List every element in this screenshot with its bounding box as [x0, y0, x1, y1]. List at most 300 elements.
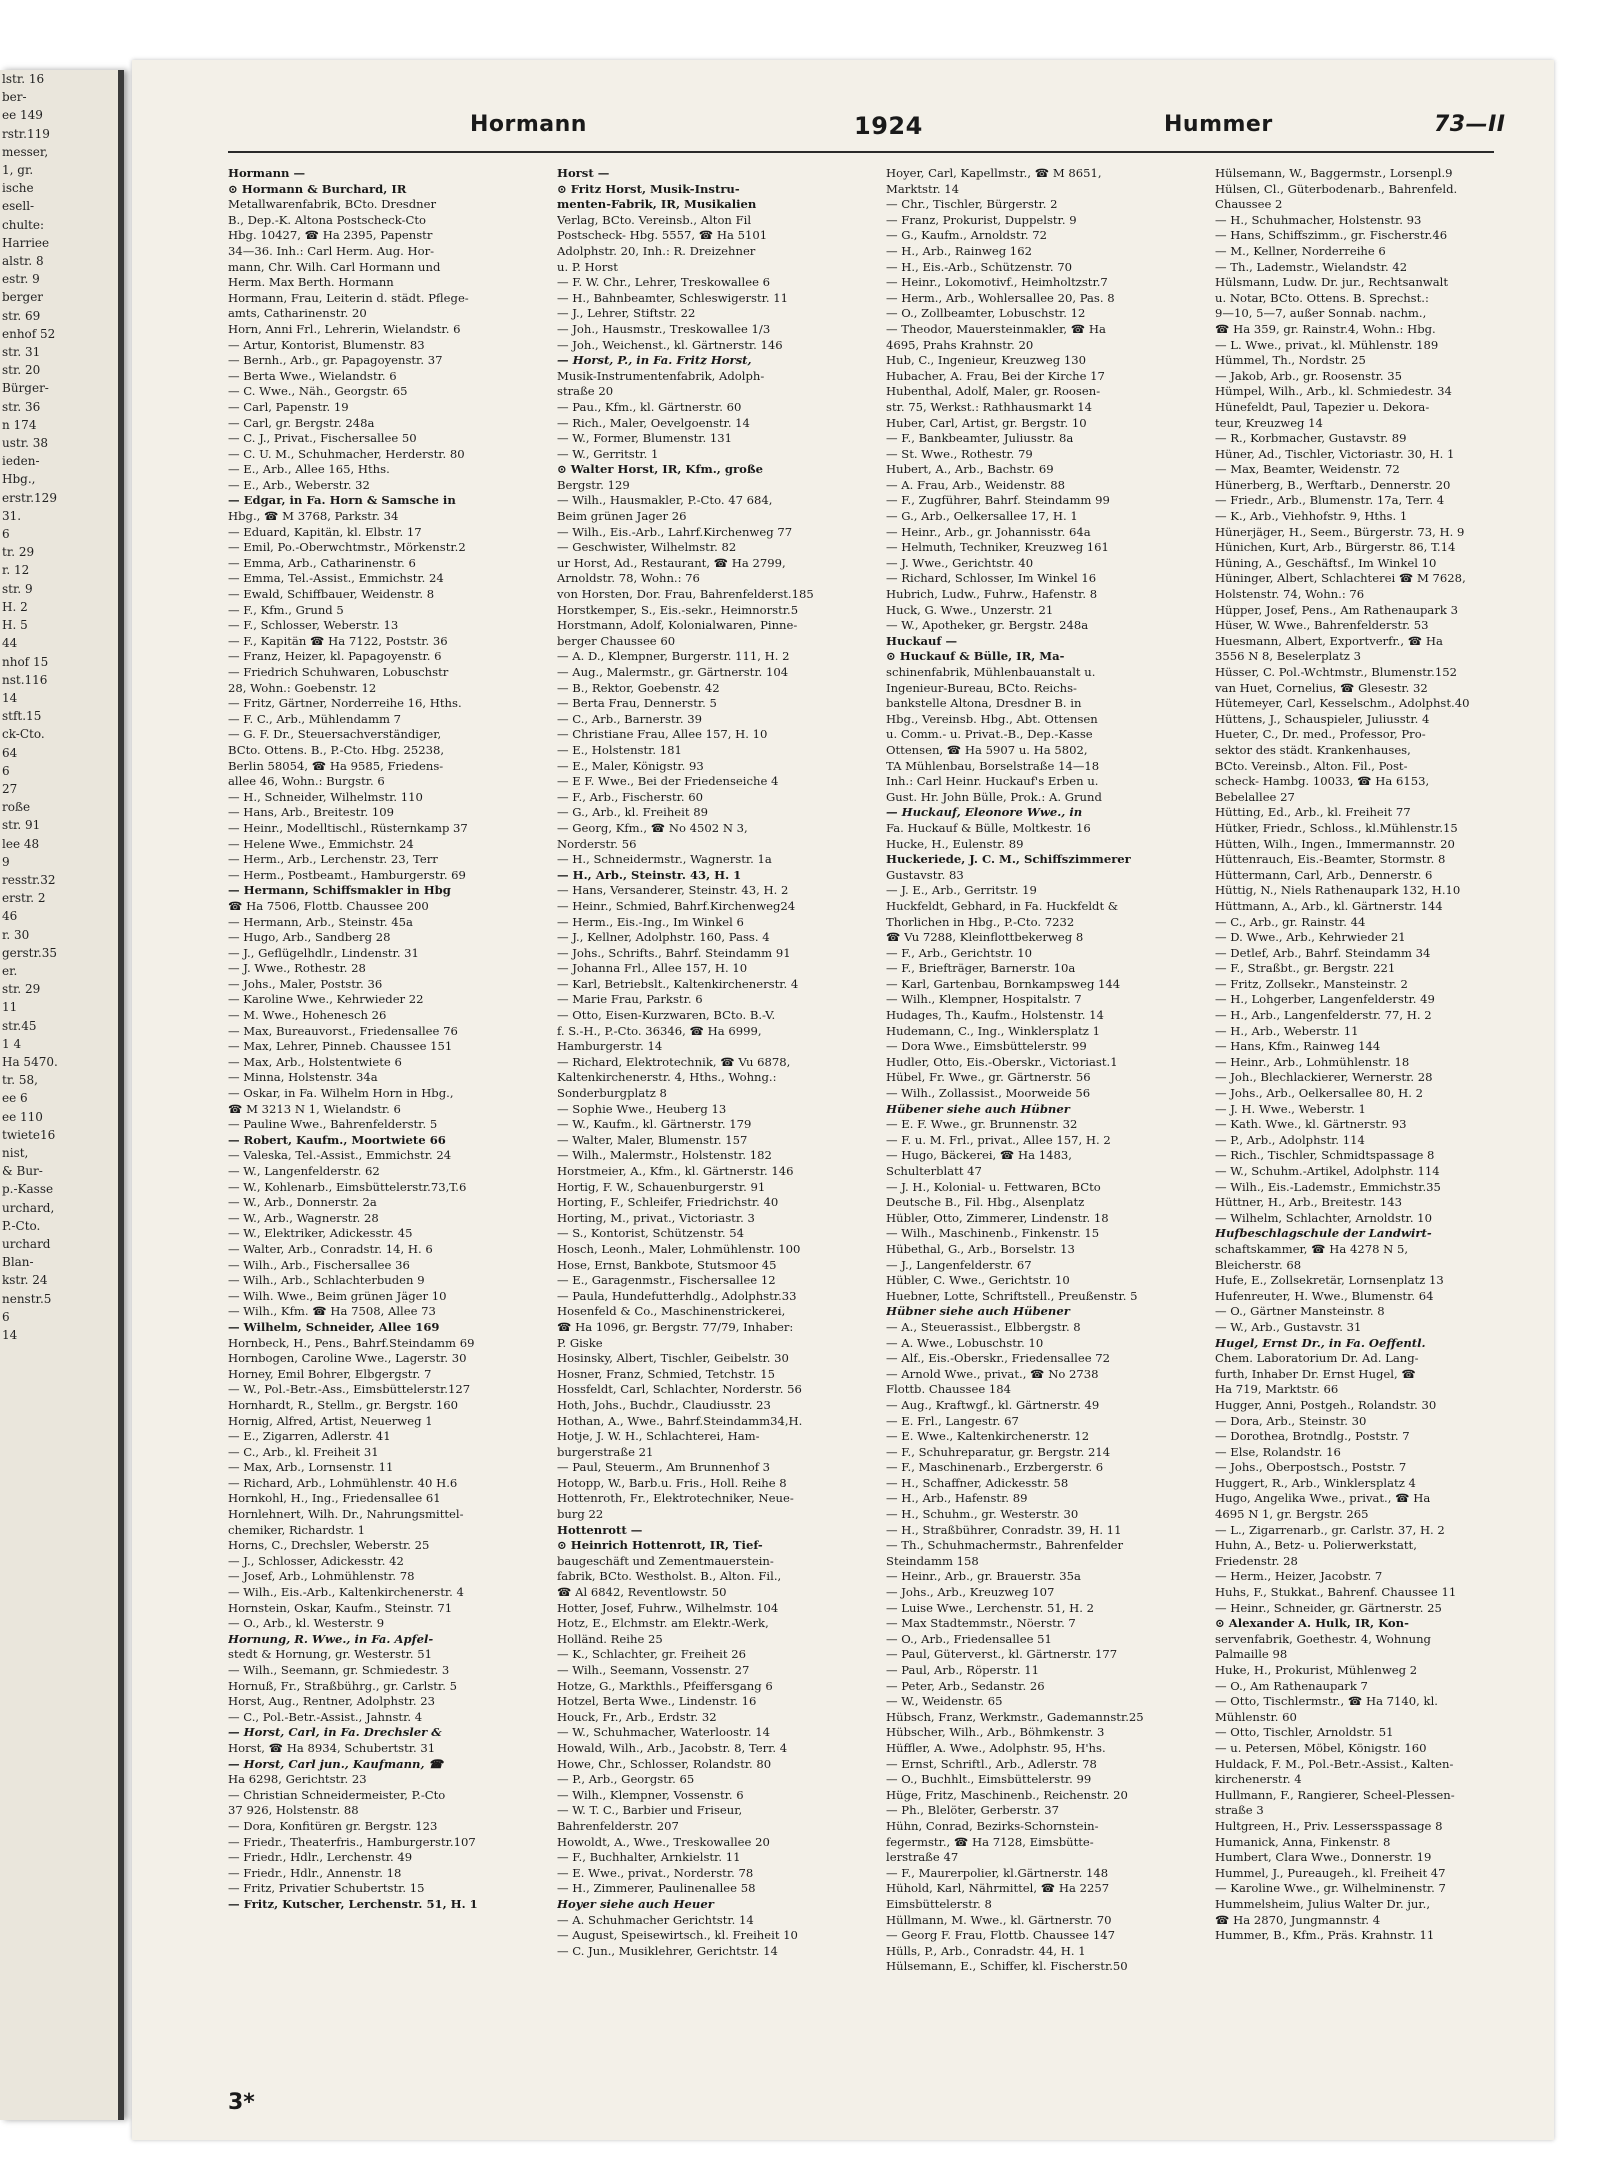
directory-entry: Hoth, Johs., Buchdr., Claudiusstr. 23	[557, 1397, 771, 1412]
directory-entry: BCto. Ottens. B., P.-Cto. Hbg. 25238,	[228, 742, 445, 757]
directory-entry: Ha 6298, Gerichtstr. 23	[228, 1772, 367, 1787]
directory-entry: ☎ Ha 1096, gr. Bergstr. 77/79, Inhaber:	[557, 1319, 794, 1334]
directory-entry: — H., Arb., Steinstr. 43, H. 1	[557, 867, 742, 882]
directory-entry: Hübener siehe auch Hübner	[886, 1101, 1070, 1116]
directory-entry: — Wilh., Maschinenb., Finkenstr. 15	[886, 1226, 1100, 1241]
directory-entry: Hormann —	[228, 166, 306, 180]
facing-page-fragment: 14	[2, 690, 18, 705]
directory-entry: Deutsche B., Fil. Hbg., Alsenplatz	[886, 1195, 1085, 1210]
directory-entry: — Richard, Elektrotechnik, ☎ Vu 6878,	[557, 1054, 791, 1069]
directory-entry: — C., Arb., gr. Rainstr. 44	[1215, 914, 1366, 929]
directory-entry: — Friedr., Theaterfris., Hamburgerstr.107	[228, 1834, 476, 1849]
directory-entry: u. Comm.- u. Privat.-B., Dep.-Kasse	[886, 727, 1093, 742]
directory-entry: ⊙ Fritz Horst, Musik-Instru-	[557, 181, 740, 196]
header-rule	[228, 151, 1494, 153]
directory-entry: — Fritz, Kutscher, Lerchenstr. 51, H. 1	[228, 1896, 478, 1911]
directory-entry: Hüser, W. Wwe., Bahrenfelderstr. 53	[1215, 618, 1429, 633]
facing-page-fragment: 6	[2, 527, 10, 542]
directory-entry: — Wilh., Eis.-Arb., Lahrf.Kirchenweg 77	[557, 524, 793, 539]
directory-entry: — Else, Rolandstr. 16	[1215, 1444, 1341, 1459]
directory-entry: Hudages, Th., Kaufm., Holstenstr. 14	[886, 1008, 1104, 1023]
directory-entry: — H., Schneidermstr., Wagnerstr. 1a	[557, 852, 772, 867]
directory-entry: Hossfeldt, Carl, Schlachter, Norderstr. 56	[557, 1382, 802, 1397]
directory-entry: — Fritz, Privatier Schubertstr. 15	[228, 1881, 425, 1896]
directory-entry: — Richard, Arb., Lohmühlenstr. 40 H.6	[228, 1475, 458, 1490]
directory-entry: — J. E., Arb., Gerritstr. 19	[886, 883, 1037, 898]
directory-entry: — F. C., Arb., Mühlendamm 7	[228, 711, 402, 726]
header-right-name: Hummer	[1164, 112, 1273, 137]
directory-entry: — Hans, Kfm., Rainweg 144	[1215, 1039, 1381, 1054]
directory-entry: — Heinr., Arb., Lohmühlenstr. 18	[1215, 1054, 1410, 1069]
directory-entry: — C. U. M., Schuhmacher, Herderstr. 80	[228, 446, 465, 461]
facing-page-fragment: Hbg.,	[2, 472, 36, 487]
directory-entry: Hottenroth, Fr., Elektrotechniker, Neue-	[557, 1491, 794, 1506]
directory-entry: Hübsch, Franz, Werkmstr., Gademannstr.25	[886, 1709, 1144, 1724]
directory-entry: servenfabrik, Goethestr. 4, Wohnung	[1215, 1631, 1431, 1646]
facing-page-fragment: esell-	[2, 199, 35, 214]
directory-entry: Horst —	[557, 166, 610, 180]
directory-entry: Hütemeyer, Carl, Kesselschm., Adolphst.40	[1215, 696, 1470, 711]
directory-entry: — E. F. Wwe., gr. Brunnenstr. 32	[886, 1117, 1078, 1132]
directory-entry: Howald, Wilh., Arb., Jacobstr. 8, Terr. 4	[557, 1740, 788, 1755]
directory-entry: — Johs., Schrifts., Bahrf. Steindamm 91	[557, 945, 791, 960]
facing-page-fragment: resstr.32	[2, 872, 56, 887]
directory-entry: — A., Steuerassist., Elbbergstr. 8	[886, 1319, 1081, 1334]
directory-entry: — R., Korbmacher, Gustavstr. 89	[1215, 431, 1407, 446]
directory-entry: Horn, Anni Frl., Lehrerin, Wielandstr. 6	[228, 321, 461, 336]
directory-entry: — Hans, Versanderer, Steinstr. 43, H. 2	[557, 883, 789, 898]
directory-entry: — J. Wwe., Gerichtstr. 40	[886, 555, 1034, 570]
directory-entry: — Josef, Arb., Lohmühlenstr. 78	[228, 1569, 415, 1584]
facing-page-fragment: str.45	[2, 1018, 37, 1033]
facing-page-fragment: str. 29	[2, 982, 41, 997]
directory-entry: ☎ Vu 7288, Kleinflottbekerweg 8	[886, 930, 1084, 945]
directory-entry: Hornig, Alfred, Artist, Neuerweg 1	[228, 1413, 433, 1428]
directory-entry: — S., Kontorist, Schützenstr. 54	[557, 1226, 744, 1241]
directory-entry: stedt & Hornung, gr. Westerstr. 51	[228, 1647, 432, 1662]
directory-entry: — Emma, Arb., Catharinenstr. 6	[228, 555, 416, 570]
directory-entry: — W., Elektriker, Adickesstr. 45	[228, 1226, 413, 1241]
facing-page-fragment: enhof 52	[2, 326, 56, 341]
directory-entry: — E., Maler, Königstr. 93	[557, 758, 704, 773]
directory-entry: Hub, C., Ingenieur, Kreuzweg 130	[886, 353, 1087, 368]
directory-entry: menten-Fabrik, IR, Musikalien	[557, 197, 757, 212]
directory-entry: Hosinsky, Albert, Tischler, Geibelstr. 30	[557, 1351, 789, 1366]
facing-page-fragment: str. 20	[2, 363, 41, 378]
directory-entry: — Theodor, Mauersteinmakler, ☎ Ha	[886, 321, 1106, 336]
header-left-name: Hormann	[470, 112, 587, 137]
facing-page-fragment: estr. 9	[2, 272, 40, 287]
directory-entry: — Wilh., Seemann, Vossenstr. 27	[557, 1663, 750, 1677]
facing-page-fragment: 6	[2, 1309, 10, 1324]
facing-page-fragment: 14	[2, 1328, 18, 1343]
facing-page-fragment: lstr. 16	[2, 72, 45, 86]
directory-entry: — G., Kaufm., Arnoldstr. 72	[886, 228, 1048, 243]
directory-entry: allee 46, Wohn.: Burgstr. 6	[228, 774, 385, 789]
directory-entry: — H., Bahnbeamter, Schleswigerstr. 11	[557, 290, 789, 305]
directory-entry: — W., Gerritstr. 1	[557, 446, 659, 461]
directory-entry: Huldack, F. M., Pol.-Betr.-Assist., Kalten-	[1215, 1756, 1454, 1771]
directory-entry: — W. T. C., Barbier und Friseur,	[557, 1803, 743, 1818]
directory-entry: — Max, Arb., Lornsenstr. 11	[228, 1460, 394, 1475]
directory-entry: — Chr., Tischler, Bürgerstr. 2	[886, 197, 1058, 212]
directory-entry: — Karoline Wwe., Kehrwieder 22	[228, 992, 424, 1007]
directory-entry: — H., Eis.-Arb., Schützenstr. 70	[886, 259, 1073, 274]
directory-entry: Ingenieur-Bureau, BCto. Reichs-	[886, 680, 1077, 695]
directory-entry: P. Giske	[557, 1335, 603, 1350]
directory-entry: — W., Arb., Donnerstr. 2a	[228, 1195, 377, 1210]
directory-entry: — Dora, Konfitüren gr. Bergstr. 123	[228, 1818, 438, 1833]
directory-entry: — M., Kellner, Norderreihe 6	[1215, 243, 1386, 258]
directory-entry: Hummer, B., Kfm., Präs. Krahnstr. 11	[1215, 1928, 1435, 1943]
directory-entry: — Heinr., Schmied, Bahrf.Kirchenweg24	[557, 898, 796, 913]
directory-entry: — C., Pol.-Betr.-Assist., Jahnstr. 4	[228, 1709, 423, 1724]
facing-page-fragment: nenstr.5	[2, 1291, 52, 1306]
directory-entry: — Wilh., Arb., Schlachterbuden 9	[228, 1273, 425, 1288]
directory-entry: — Aug., Kraftwgf., kl. Gärtnerstr. 49	[886, 1397, 1100, 1412]
directory-entry: Huesmann, Albert, Exportverfr., ☎ Ha	[1215, 633, 1443, 648]
directory-entry: — Walter, Maler, Blumenstr. 157	[557, 1132, 748, 1147]
directory-entry: — Heinr., Schneider, gr. Gärtnerstr. 25	[1215, 1600, 1442, 1615]
directory-entry: — Karl, Betriebslt., Kaltenkirchenerstr. 4	[557, 976, 799, 991]
directory-entry: Hüffler, A. Wwe., Adolphstr. 95, H'hs.	[886, 1740, 1106, 1755]
directory-entry: — Fritz, Zollsekr., Mansteinstr. 2	[1215, 976, 1408, 991]
directory-entry: Humanick, Anna, Finkenstr. 8	[1215, 1834, 1391, 1849]
facing-page-fragment: messer,	[2, 144, 49, 159]
directory-entry: Norderstr. 56	[557, 836, 637, 851]
directory-entry: Hornlehnert, Wilh. Dr., Nahrungsmittel-	[228, 1507, 464, 1522]
directory-entry: Hugel, Ernst Dr., in Fa. Oeffentl.	[1215, 1335, 1426, 1350]
facing-page-fragment: Bürger-	[2, 381, 49, 396]
directory-entry: Hütting, Ed., Arb., kl. Freiheit 77	[1215, 805, 1411, 820]
directory-entry: Howoldt, A., Wwe., Treskowallee 20	[557, 1834, 770, 1849]
facing-page-fragment: berger	[2, 290, 44, 305]
directory-entry: Huebner, Lotte, Schriftstell., Preußenstr. 5	[886, 1288, 1138, 1303]
directory-entry: — Johs., Maler, Poststr. 36	[228, 976, 383, 991]
directory-entry: — C., Arb., kl. Freiheit 31	[228, 1444, 379, 1459]
directory-entry: — F., Kfm., Grund 5	[228, 602, 344, 617]
directory-entry: burg 22	[557, 1507, 604, 1522]
directory-entry: Hufbeschlagschule der Landwirt-	[1215, 1226, 1432, 1241]
directory-entry: Huck, G. Wwe., Unzerstr. 21	[886, 602, 1054, 617]
directory-entry: — Huckauf, Eleonore Wwe., in	[886, 805, 1083, 820]
directory-entry: — Helene Wwe., Emmichstr. 24	[228, 836, 414, 851]
directory-entry: — Emil, Po.-Oberwchtmstr., Mörkenstr.2	[228, 540, 466, 555]
directory-entry: — E., Zigarren, Adlerstr. 41	[228, 1429, 391, 1444]
directory-entry: — Paula, Hundefutterhdlg., Adolphstr.33	[557, 1288, 797, 1303]
directory-entry: — Robert, Kaufm., Moortwiete 66	[228, 1132, 446, 1147]
directory-entry: — Rich., Maler, Oevelgoenstr. 14	[557, 415, 750, 430]
directory-entry: Hosner, Franz, Schmied, Tetchstr. 15	[557, 1366, 776, 1381]
directory-entry: — H., Schuhmacher, Holstenstr. 93	[1215, 212, 1422, 227]
directory-entry: Hühold, Karl, Nährmittel, ☎ Ha 2257	[886, 1881, 1110, 1896]
directory-entry: — F., Bankbeamter, Juliusstr. 8a	[886, 431, 1074, 446]
directory-entry: Herm. Max Berth. Hormann	[228, 275, 394, 290]
directory-entry: — E F. Wwe., Bei der Friedenseiche 4	[557, 774, 779, 789]
directory-entry: — E. Frl., Langestr. 67	[886, 1413, 1019, 1428]
directory-entry: — Wilh., Klempner, Vossenstr. 6	[557, 1787, 744, 1802]
facing-page-fragment: 46	[2, 909, 18, 924]
directory-entry: Hubacher, A. Frau, Bei der Kirche 17	[886, 368, 1105, 383]
directory-entry: Huke, H., Prokurist, Mühlenweg 2	[1215, 1663, 1418, 1677]
directory-entry: — Max, Arb., Holstentwiete 6	[228, 1054, 402, 1069]
directory-entry: — K., Schlachter, gr. Freiheit 26	[557, 1647, 746, 1662]
facing-page-fragment: H. 5	[2, 618, 28, 633]
directory-entry: — Friedr., Hdlr., Annenstr. 18	[228, 1865, 402, 1880]
facing-page-fragment: ische	[2, 181, 34, 196]
directory-entry: — E. Wwe., privat., Norderstr. 78	[557, 1865, 754, 1880]
directory-entry: — Ernst, Schriftl., Arb., Adlerstr. 78	[886, 1756, 1097, 1771]
directory-entry: — Max, Bureauvorst., Friedensallee 76	[228, 1023, 458, 1038]
directory-entry: — Dorothea, Brotndlg., Poststr. 7	[1215, 1429, 1410, 1444]
directory-entry: Hotter, Josef, Fuhrw., Wilhelmstr. 104	[557, 1600, 779, 1615]
facing-page-fragment: P.-Cto.	[2, 1218, 41, 1233]
directory-entry: Verlag, BCto. Vereinsb., Alton Fil	[557, 212, 752, 227]
directory-entry: Mühlenstr. 60	[1215, 1709, 1297, 1724]
directory-entry: ☎ Ha 7506, Flottb. Chaussee 200	[228, 898, 429, 913]
directory-entry: burgerstraße 21	[557, 1444, 654, 1459]
directory-entry: Hucke, H., Eulenstr. 89	[886, 836, 1024, 851]
directory-entry: Hüpper, Josef, Pens., Am Rathenaupark 3	[1215, 602, 1458, 617]
directory-entry: Horstmeier, A., Kfm., kl. Gärtnerstr. 146	[557, 1164, 794, 1178]
directory-entry: ☎ Al 6842, Reventlowstr. 50	[557, 1585, 727, 1600]
directory-entry: — Ph., Blelöter, Gerberstr. 37	[886, 1803, 1060, 1818]
directory-entry: — Georg F. Frau, Flottb. Chaussee 147	[886, 1928, 1115, 1943]
directory-entry: — Aug., Malermstr., gr. Gärtnerstr. 104	[557, 665, 789, 679]
directory-entry: — F., Maschinenarb., Erzbergerstr. 6	[886, 1460, 1104, 1475]
directory-entry: — Th., Schuhmachermstr., Bahrenfelder	[886, 1538, 1124, 1553]
directory-entry: Hülsmann, Ludw. Dr. jur., Rechtsanwalt	[1215, 275, 1449, 290]
directory-entry: Ottensen, ☎ Ha 5907 u. Ha 5802,	[886, 742, 1088, 757]
facing-page-fragment: ee 149	[2, 108, 43, 123]
facing-page-fragment: rstr.119	[2, 126, 50, 141]
directory-entry: — J., Lehrer, Stiftstr. 22	[557, 306, 696, 321]
directory-entry: — Wilhelm, Schneider, Allee 169	[228, 1319, 440, 1334]
facing-page-fragment: str. 69	[2, 308, 41, 323]
directory-entry: — F. W. Chr., Lehrer, Treskowallee 6	[557, 275, 771, 290]
directory-entry: Arnoldstr. 78, Wohn.: 76	[557, 571, 700, 586]
directory-entry: — J., Schlosser, Adickesstr. 42	[228, 1553, 404, 1568]
directory-entry: Hüninger, Albert, Schlachterei ☎ M 7628,	[1215, 571, 1466, 586]
facing-page-fragment: 64	[2, 745, 18, 760]
directory-entry: Hüner, Ad., Tischler, Victoriastr. 30, H. 1	[1215, 446, 1455, 461]
directory-entry: mann, Chr. Wilh. Carl Hormann und	[228, 259, 441, 274]
facing-page-fragment: str. 9	[2, 581, 33, 596]
directory-entry: — D. Wwe., Arb., Kehrwieder 21	[1215, 930, 1406, 945]
directory-entry: van Huet, Cornelius, ☎ Glesestr. 32	[1215, 680, 1428, 695]
directory-entry: — Helmuth, Techniker, Kreuzweg 161	[886, 540, 1109, 555]
directory-entry: 4695, Prahs Krahnstr. 20	[886, 337, 1034, 352]
directory-entry: — Christiane Frau, Allee 157, H. 10	[557, 727, 768, 742]
facing-page-fragment: alstr. 8	[2, 254, 44, 269]
directory-entry: — Pau., Kfm., kl. Gärtnerstr. 60	[557, 399, 742, 414]
directory-entry: Hornuß, Fr., Straßbührg., gr. Carlstr. 5	[228, 1678, 457, 1693]
directory-entry: — W., Former, Blumenstr. 131	[557, 431, 733, 446]
directory-entry: — Heinr., Arb., gr. Brauerstr. 35a	[886, 1569, 1081, 1584]
facing-page-fragment: 11	[2, 1000, 18, 1015]
page-header	[132, 112, 1554, 146]
directory-entry: Hornung, R. Wwe., in Fa. Apfel-	[228, 1631, 434, 1646]
directory-entry: Palmaille 98	[1215, 1647, 1288, 1662]
directory-entry: — L., Zigarrenarb., gr. Carlstr. 37, H. 2	[1215, 1522, 1445, 1537]
directory-entry: u. P. Horst	[557, 259, 618, 274]
directory-entry: Hübler, C. Wwe., Gerichtstr. 10	[886, 1273, 1070, 1288]
directory-entry: Hornstein, Oskar, Kaufm., Steinstr. 71	[228, 1600, 453, 1615]
directory-entry: — Max, Lehrer, Pinneb. Chaussee 151	[228, 1039, 453, 1054]
directory-entry: — F., Maurerpolier, kl.Gärtnerstr. 148	[886, 1865, 1109, 1880]
directory-entry: — Wilh., Arb., Fischersallee 36	[228, 1257, 410, 1272]
directory-entry: Horst, ☎ Ha 8934, Schubertstr. 31	[228, 1740, 436, 1755]
facing-page-fragment: lee 48	[2, 836, 40, 851]
header-year: 1924	[854, 112, 923, 140]
directory-entry: — O., Buchhlt., Eimsbüttelerstr. 99	[886, 1772, 1092, 1787]
directory-entry: — J., Kellner, Adolphstr. 160, Pass. 4	[557, 930, 770, 945]
directory-entry: — Berta Wwe., Wielandstr. 6	[228, 368, 397, 383]
directory-entry: ur Horst, Ad., Restaurant, ☎ Ha 2799,	[557, 555, 786, 570]
directory-entry: — J., Geflügelhdlr., Lindenstr. 31	[228, 945, 419, 960]
directory-entry: — O., Zollbeamter, Lobuschstr. 12	[886, 306, 1086, 321]
directory-entry: Hotzel, Berta Wwe., Lindenstr. 16	[557, 1694, 757, 1709]
directory-entry: Hümmel, Th., Nordstr. 25	[1215, 353, 1366, 368]
directory-entry: Hudler, Otto, Eis.-Oberskr., Victoriast.1	[886, 1054, 1118, 1069]
directory-entry: — Heinr., Modelltischl., Rüsternkamp 37	[228, 820, 468, 835]
facing-page-fragment: nist,	[2, 1145, 29, 1160]
facing-page-fragment: Harriee	[2, 235, 50, 250]
directory-entry: Holländ. Reihe 25	[557, 1631, 663, 1646]
directory-entry: Huckeriede, J. C. M., Schiffszimmerer	[886, 852, 1131, 867]
directory-entry: — B., Rektor, Goebenstr. 42	[557, 680, 720, 695]
directory-entry: Adolphstr. 20, Inh.: R. Dreizehner	[557, 243, 756, 258]
directory-entry: Hufe, E., Zollsekretär, Lornsenplatz 13	[1215, 1273, 1444, 1288]
directory-entry: — W., Kohlenarb., Eimsbüttelerstr.73,T.6	[228, 1179, 467, 1194]
directory-entry: Hose, Ernst, Bankbote, Stutsmoor 45	[557, 1257, 777, 1272]
directory-entry: — Friedr., Hdlr., Lerchenstr. 49	[228, 1850, 413, 1865]
directory-entry: Marktstr. 14	[886, 181, 960, 196]
directory-entry: Hünerberg, B., Werftarb., Dennerstr. 20	[1215, 477, 1451, 492]
directory-entry: Horstmann, Adolf, Kolonialwaren, Pinne-	[557, 618, 798, 633]
directory-entry: — Wilh., Eis.-Arb., Kaltenkirchenerstr. 4	[228, 1585, 464, 1600]
directory-entry: — Otto, Eisen-Kurzwaren, BCto. B.-V.	[557, 1008, 776, 1023]
directory-entry: schinenfabrik, Mühlenbauanstalt u.	[886, 665, 1096, 679]
facing-page-fragment: str. 36	[2, 399, 41, 414]
directory-entry: Hotje, J. W. H., Schlachterei, Ham-	[557, 1429, 760, 1444]
directory-entry: ☎ Ha 2870, Jungmannstr. 4	[1215, 1912, 1381, 1927]
directory-entry: — F., Kapitän ☎ Ha 7122, Poststr. 36	[228, 633, 448, 648]
facing-page-fragment: 44	[2, 636, 18, 651]
directory-entry: Steindamm 158	[886, 1553, 979, 1568]
directory-entry: — Hans, Schiffszimm., gr. Fischerstr.46	[1215, 228, 1448, 243]
directory-entry: — Johs., Arb., Kreuzweg 107	[886, 1585, 1055, 1600]
directory-entry: — C. J., Privat., Fischersallee 50	[228, 431, 417, 446]
directory-entry: 28, Wohn.: Goebenstr. 12	[228, 680, 377, 695]
directory-entry: Hueter, C., Dr. med., Professor, Pro-	[1215, 727, 1426, 742]
facing-page-fragment: 31.	[2, 508, 22, 523]
directory-entry: Hosenfeld & Co., Maschinenstrickerei,	[557, 1304, 786, 1319]
directory-entry: Hübethal, G., Arb., Borselstr. 13	[886, 1241, 1075, 1256]
directory-entry: — Karoline Wwe., gr. Wilhelminenstr. 7	[1215, 1881, 1446, 1896]
directory-entry: Horstkemper, S., Eis.-sekr., Heimnorstr.5	[557, 602, 799, 617]
directory-entry: Hotz, E., Elchmstr. am Elektr.-Werk,	[557, 1616, 769, 1631]
facing-page-fragment: Blan-	[2, 1255, 34, 1270]
directory-entry: Hugger, Anni, Postgeh., Rolandstr. 30	[1215, 1397, 1437, 1412]
directory-entry: — Minna, Holstenstr. 34a	[228, 1070, 378, 1085]
directory-entry: lerstraße 47	[886, 1850, 959, 1865]
column-4	[1215, 166, 1537, 1944]
directory-entry: Sonderburgplatz 8	[557, 1086, 667, 1101]
directory-entry: — Christian Schneidermeister, P.-Cto	[228, 1787, 446, 1802]
directory-entry: — Oskar, in Fa. Wilhelm Horn in Hbg.,	[228, 1086, 454, 1101]
directory-entry: — A. Schuhmacher Gerichtstr. 14	[557, 1912, 754, 1927]
directory-entry: baugeschäft und Zementmauerstein-	[557, 1553, 774, 1568]
directory-entry: 37 926, Holstenstr. 88	[228, 1803, 359, 1818]
directory-entry: amts, Catharinenstr. 20	[228, 306, 367, 321]
directory-entry: Hüttig, N., Niels Rathenaupark 132, H.10	[1215, 883, 1461, 898]
directory-entry: Hüttermann, Carl, Arb., Dennerstr. 6	[1215, 867, 1433, 882]
facing-page-fragment: tr. 58,	[2, 1073, 38, 1088]
directory-entry: — K., Arb., Viehhofstr. 9, Hths. 1	[1215, 509, 1408, 524]
directory-entry: Hümpel, Wilh., Arb., kl. Schmiedestr. 34	[1215, 384, 1452, 399]
directory-entry: Holstenstr. 74, Wohn.: 76	[1215, 587, 1365, 602]
directory-entry: Huckfeldt, Gebhard, in Fa. Huckfeldt &	[886, 898, 1119, 913]
directory-entry: — W., Langenfelderstr. 62	[228, 1164, 380, 1178]
facing-page-fragment: stft.15	[2, 709, 42, 724]
directory-entry: Hübscher, Wilh., Arb., Böhmkenstr. 3	[886, 1725, 1105, 1740]
directory-entry: — Marie Frau, Parkstr. 6	[557, 992, 703, 1007]
directory-entry: Huber, Carl, Artist, gr. Bergstr. 10	[886, 415, 1087, 430]
directory-entry: — Jakob, Arb., gr. Roosenstr. 35	[1215, 368, 1403, 383]
directory-entry: Hudemann, C., Ing., Winklersplatz 1	[886, 1023, 1100, 1038]
directory-entry: Hugo, Angelika Wwe., privat., ☎ Ha	[1215, 1491, 1431, 1506]
directory-entry: — W., Schuhmacher, Waterloostr. 14	[557, 1725, 770, 1740]
facing-page-fragment: 9	[2, 854, 10, 869]
directory-entry: Houck, Fr., Arb., Erdstr. 32	[557, 1709, 717, 1724]
directory-entry: — J. H., Kolonial- u. Fettwaren, BCto	[886, 1179, 1101, 1194]
directory-entry: Hubert, A., Arb., Bachstr. 69	[886, 462, 1054, 477]
directory-entry: — Emma, Tel.-Assist., Emmichstr. 24	[228, 571, 444, 586]
directory-entry: — Friedrich Schuhwaren, Lobuschstr	[228, 665, 449, 679]
directory-entry: Huggert, R., Arb., Winklersplatz 4	[1215, 1475, 1416, 1490]
column-3	[886, 166, 1208, 1975]
directory-entry: — G., Arb., kl. Freiheit 89	[557, 805, 708, 820]
facing-page-fragment: kstr. 24	[2, 1273, 48, 1288]
directory-entry: — O., Gärtner Mansteinstr. 8	[1215, 1304, 1385, 1319]
directory-entry: Inh.: Carl Heinr. Huckauf's Erben u.	[886, 774, 1099, 789]
directory-entry: — Herm., Eis.-Ing., Im Winkel 6	[557, 914, 744, 929]
directory-entry: — E. Wwe., Kaltenkirchenerstr. 12	[886, 1429, 1090, 1444]
directory-entry: — W., Arb., Gustavstr. 31	[1215, 1319, 1362, 1334]
directory-entry: — Joh., Blechlackierer, Wernerstr. 28	[1215, 1070, 1433, 1085]
directory-entry: Hummel, J., Pureaugeh., kl. Freiheit 47	[1215, 1865, 1446, 1880]
directory-entry: — W., Apotheker, gr. Bergstr. 248a	[886, 618, 1089, 633]
directory-entry: — Pauline Wwe., Bahrenfelderstr. 5	[228, 1117, 438, 1132]
directory-entry: Hultgreen, H., Priv. Lessersspassage 8	[1215, 1818, 1443, 1833]
facing-page-fragment: twiete16	[2, 1127, 56, 1142]
facing-page-fragment: ck-Cto.	[2, 727, 45, 742]
facing-page-fragment: 1, gr.	[2, 163, 34, 178]
directory-entry: Hülls, P., Arb., Conradstr. 44, H. 1	[886, 1943, 1086, 1958]
directory-entry: Thorlichen in Hbg., P.-Cto. 7232	[886, 914, 1075, 929]
directory-entry: — Horst, Carl, in Fa. Drechsler &	[228, 1725, 442, 1740]
directory-entry: scheck- Hambg. 10033, ☎ Ha 6153,	[1215, 774, 1430, 789]
directory-entry: Horting, M., privat., Victoriastr. 3	[557, 1210, 755, 1225]
directory-entry: — Sophie Wwe., Heuberg 13	[557, 1101, 727, 1116]
directory-entry: Musik-Instrumentenfabrik, Adolph-	[557, 368, 765, 383]
directory-entry: — J. Wwe., Rothestr. 28	[228, 961, 366, 976]
directory-entry: — Horst, P., in Fa. Fritz Horst,	[557, 353, 752, 368]
facing-page-fragment: nst.116	[2, 672, 48, 687]
directory-entry: Huhs, F., Stukkat., Bahrenf. Chaussee 11	[1215, 1585, 1457, 1600]
directory-entry: Hütten, Wilh., Ingen., Immermannstr. 20	[1215, 836, 1455, 851]
